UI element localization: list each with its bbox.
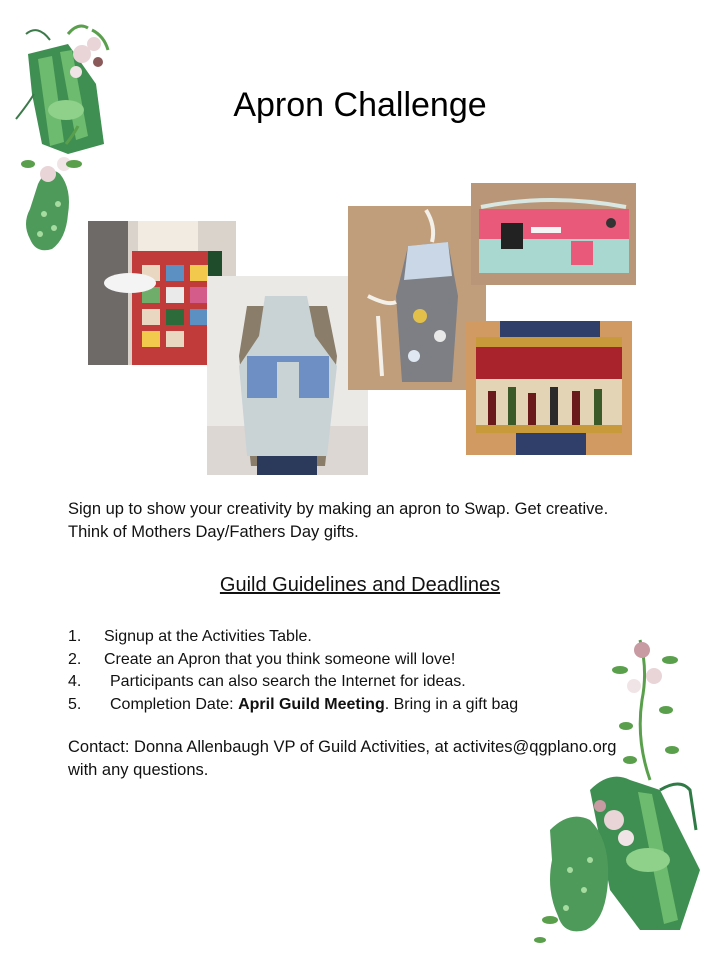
list-item-text: Signup at the Activities Table. [104,628,312,645]
list-item [68,694,628,717]
list-item [68,671,628,694]
guidelines-list [68,626,628,716]
list-item [68,626,628,649]
list-item-text [110,694,518,717]
completion-note: . Bring in a gift bag [384,695,519,713]
page-title: Apron Challenge [233,86,487,124]
contact-paragraph: Contact: Donna Allenbaugh VP of Guild Activities, at activites@qgplano.org with any questions. [68,738,617,779]
intro-paragraph: Sign up to show your creativity by making an apron to Swap. Get creative. Think of Mothers Day/Fathers Day gifts. [68,500,609,541]
list-item-number: 4. [68,673,82,690]
list-item-number: 2. [68,650,82,668]
list-item-text: Participants can also search the Internet for ideas. [110,673,466,690]
photo-blue-floral-apron [207,276,368,475]
guidelines-heading: Guild Guidelines and Deadlines [219,574,501,596]
list-item-number: 1. [68,628,82,645]
photo-wine-bottle-apron [466,321,632,455]
list-item-number: 5. [68,695,82,713]
photo-pink-tool-apron [471,183,636,285]
completion-label: Completion Date: [110,695,239,713]
list-item-text: Create an Apron that you think someone will love! [104,650,456,668]
list-item [68,649,628,672]
completion-date: April Guild Meeting [238,695,385,713]
